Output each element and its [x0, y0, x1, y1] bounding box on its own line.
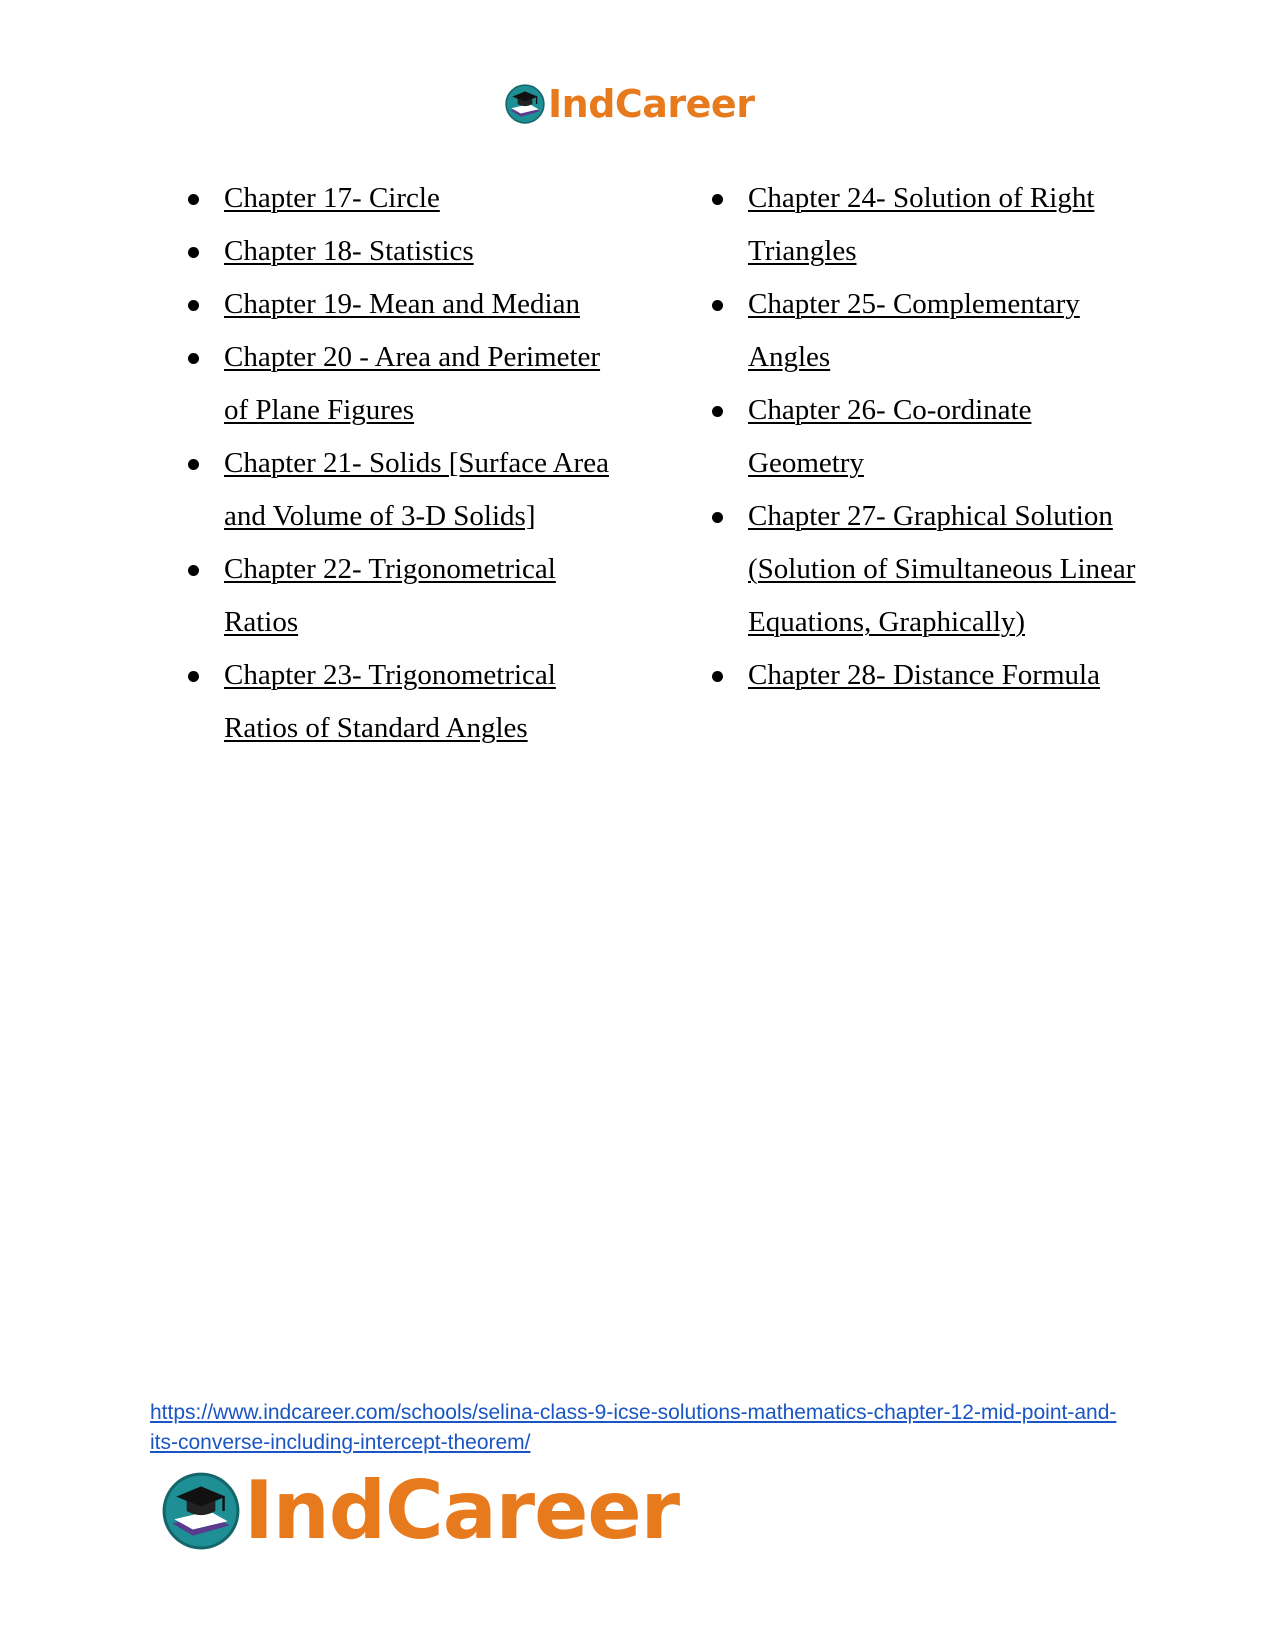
chapter-link[interactable]: Chapter 18- Statistics: [224, 235, 474, 267]
list-item: [186, 649, 616, 755]
chapter-link[interactable]: Chapter 27- Graphical Solution (Solution of Simultaneous Linear Equations, Graphically): [748, 500, 1136, 638]
list-item: [710, 649, 1140, 702]
header-logo-text: IndCareer: [548, 82, 755, 126]
chapter-link[interactable]: Chapter 24- Solution of Right Triangles: [748, 182, 1095, 267]
list-item: [710, 278, 1140, 384]
footer-logo: [160, 1464, 680, 1557]
chapter-link[interactable]: Chapter 28- Distance Formula: [748, 659, 1100, 691]
list-item: [710, 490, 1140, 649]
list-item: [186, 278, 616, 331]
chapter-link[interactable]: Chapter 25- Complementary Angles: [748, 288, 1080, 373]
footer-logo-text: IndCareer: [244, 1464, 680, 1557]
list-item: [710, 384, 1140, 490]
chapter-link[interactable]: Chapter 19- Mean and Median: [224, 288, 580, 320]
chapter-list-right: [710, 172, 1140, 702]
list-item: [186, 331, 616, 437]
header-logo: [504, 80, 754, 128]
list-item: [186, 437, 616, 543]
footer-url-link[interactable]: https://www.indcareer.com/schools/selina-class-9-icse-solutions-mathematics-chapter-12-mid-point-and-its-converse-including-intercept-theorem/: [150, 1401, 1117, 1454]
chapter-link[interactable]: Chapter 17- Circle: [224, 182, 440, 214]
chapter-link[interactable]: Chapter 23- Trigonometrical Ratios of Standard Angles: [224, 659, 556, 744]
graduation-cap-book-globe-icon: [504, 83, 546, 125]
chapter-list-left: [186, 172, 616, 755]
list-item: [186, 225, 616, 278]
list-item: [186, 543, 616, 649]
graduation-cap-book-globe-icon: [160, 1470, 242, 1552]
chapter-link[interactable]: Chapter 21- Solids [Surface Area and Volume of 3-D Solids]: [224, 447, 609, 532]
chapter-link[interactable]: Chapter 20 - Area and Perimeter of Plane Figures: [224, 341, 601, 426]
chapter-link[interactable]: Chapter 26- Co-ordinate Geometry: [748, 394, 1032, 479]
chapter-link[interactable]: Chapter 22- Trigonometrical Ratios: [224, 553, 556, 638]
list-item: [710, 172, 1140, 278]
list-item: [186, 172, 616, 225]
